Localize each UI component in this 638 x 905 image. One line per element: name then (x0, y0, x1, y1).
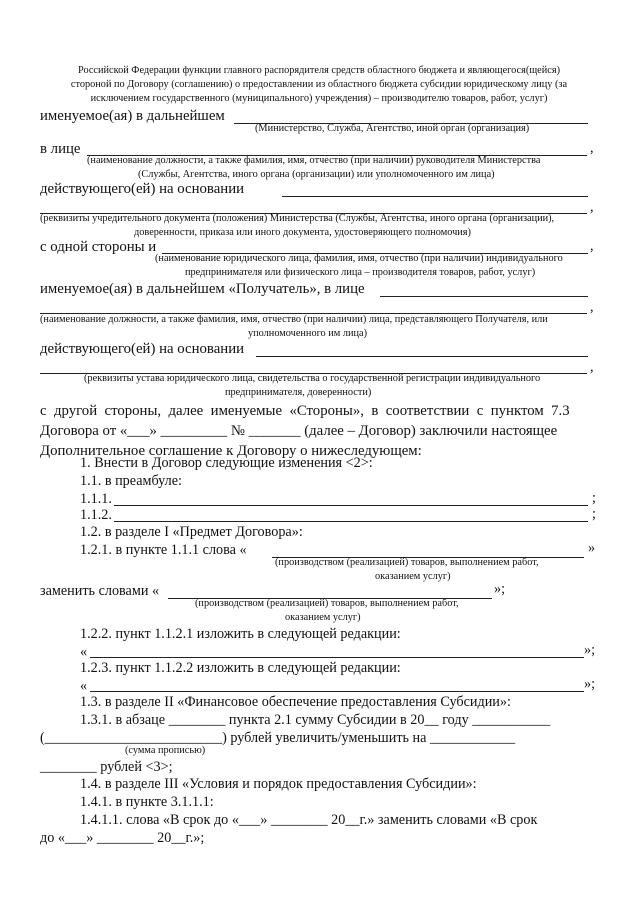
item-1-2-1: 1.2.1. в пункте 1.1.1 слова « (80, 542, 247, 558)
quote-close: » (588, 540, 596, 556)
quote-semicolon: »; (584, 642, 596, 658)
item-1-2-2-line[interactable] (90, 657, 584, 658)
position-caption-1: (наименование должности, а также фамилия, имя, отчество (при наличии) руководителя Министерства (87, 155, 541, 166)
rubles-line: ________ рублей <3>; (40, 759, 173, 775)
item-1-1-2-line[interactable] (114, 521, 588, 522)
recipient-named-label: именуемое(ая) в дальнейшем «Получатель», в лице (40, 281, 365, 297)
semicolon: ; (592, 506, 596, 522)
one-side-label: с одной стороны и (40, 239, 157, 255)
deadline-line: до «___» ________ 20__г.»; (40, 830, 205, 846)
recipient-caption-2: предпринимателя или физического лица – производителя товаров, работ, услуг) (185, 267, 536, 278)
named-as-label: именуемое(ая) в дальнейшем (40, 108, 225, 124)
basis2-caption-1: (реквизиты устава юридического лица, свидетельства о государственной регистрации индивидуального (84, 373, 541, 384)
header-line-3: исключением государственного (муниципального) учреждения) – производителю товаров, работ, услуг) (90, 93, 548, 104)
paragraph-line-3: Дополнительное соглашение к Договору о нижеследующем: (40, 443, 422, 459)
comma: , (590, 359, 594, 375)
position-line-2a[interactable] (380, 296, 588, 297)
item-1-2-2: 1.2.2. пункт 1.1.2.1 изложить в следующей редакции: (80, 626, 401, 642)
item-1-4: 1.4. в разделе III «Условия и порядок предоставления Субсидии»: (80, 776, 477, 792)
sum-line: (_________________________) рублей увеличить/уменьшить на ____________ (40, 730, 516, 746)
basis-caption-2: доверенности, приказа или иного документа, удостоверяющего полномочия) (134, 227, 471, 238)
production-caption-1: (производством (реализацией) товаров, выполнением работ, (275, 557, 539, 568)
item-1-3: 1.3. в разделе II «Финансовое обеспечение предоставления Субсидии»: (80, 694, 511, 710)
item-1-2: 1.2. в разделе I «Предмет Договора»: (80, 524, 303, 540)
position2-caption-2: уполномоченного им лица) (248, 328, 368, 339)
header-line-2: стороной по Договору (соглашению) о предоставлении из областного бюджета субсидии юридическому лицу (за (70, 79, 568, 90)
production-caption-4: оказанием услуг) (285, 612, 361, 623)
item-1-4-1-1: 1.4.1.1. слова «В срок до «___» ________ 20__г.» заменить словами «В срок (80, 812, 538, 828)
production-caption-2: оказанием услуг) (375, 571, 451, 582)
quote-open: « (80, 678, 88, 694)
position-caption-2: (Службы, Агентства, иного органа (организации) или уполномоченного им лица) (138, 169, 495, 180)
ministry-caption: (Министерство, Служба, Агентство, иной орган (организация) (255, 123, 530, 134)
item-1-2-3: 1.2.3. пункт 1.1.2.2 изложить в следующей редакции: (80, 660, 401, 676)
comma: , (590, 199, 594, 215)
acting-basis-label-2: действующего(ей) на основании (40, 341, 245, 357)
production-caption-3: (производством (реализацией) товаров, выполнением работ, (195, 598, 459, 609)
basis-caption-1: (реквизиты учредительного документа (положения) Министерства (Службы, Агентства, иного органа (организации), (40, 213, 555, 224)
recipient-caption-1: (наименование юридического лица, фамилия, имя, отчество (при наличии) индивидуального (155, 253, 563, 264)
comma: , (590, 299, 594, 315)
position2-caption-1: (наименование должности, а также фамилия, имя, отчество (при наличии) лица, представляющего Получателя, или (40, 314, 548, 325)
item-1-1-1-line[interactable] (114, 505, 588, 506)
basis2-caption-2: предпринимателя, доверенности) (225, 387, 372, 398)
item-1-1: 1.1. в преамбуле: (80, 473, 182, 489)
item-1-2-3-line[interactable] (90, 691, 584, 692)
basis-line-1a[interactable] (282, 196, 588, 197)
semicolon: ; (592, 490, 596, 506)
quote-open: « (80, 644, 88, 660)
quote-semicolon: »; (584, 676, 596, 692)
item-1-1-1: 1.1.1. (80, 491, 112, 507)
item-1-1-2: 1.1.2. (80, 507, 112, 523)
in-person-label: в лице (40, 141, 81, 157)
quote-semicolon: »; (494, 581, 506, 597)
sum-caption: (сумма прописью) (125, 745, 206, 756)
comma: , (590, 238, 594, 254)
header-line-1: Российской Федерации функции главного распорядителя средств областного бюджета и являющегося(щейся) (77, 65, 560, 76)
item-1-3-1: 1.3.1. в абзаце ________ пункта 2.1 сумму Субсидии в 20__ году ___________ (80, 712, 551, 728)
item-1-4-1: 1.4.1. в пункте 3.1.1.1: (80, 794, 214, 810)
item-1: 1. Внести в Договор следующие изменения <2>: (80, 455, 373, 471)
basis-line-2a[interactable] (256, 356, 588, 357)
paragraph-line-1: с другой стороны, далее именуемые «Стороны», в соответствии с пунктом 7.3 (40, 403, 570, 419)
replace-with-label: заменить словами « (40, 583, 160, 599)
paragraph-line-2: Договора от «___» _________ № _______ (далее – Договор) заключили настоящее (40, 423, 558, 439)
comma: , (590, 140, 594, 156)
acting-basis-label: действующего(ей) на основании (40, 181, 245, 197)
